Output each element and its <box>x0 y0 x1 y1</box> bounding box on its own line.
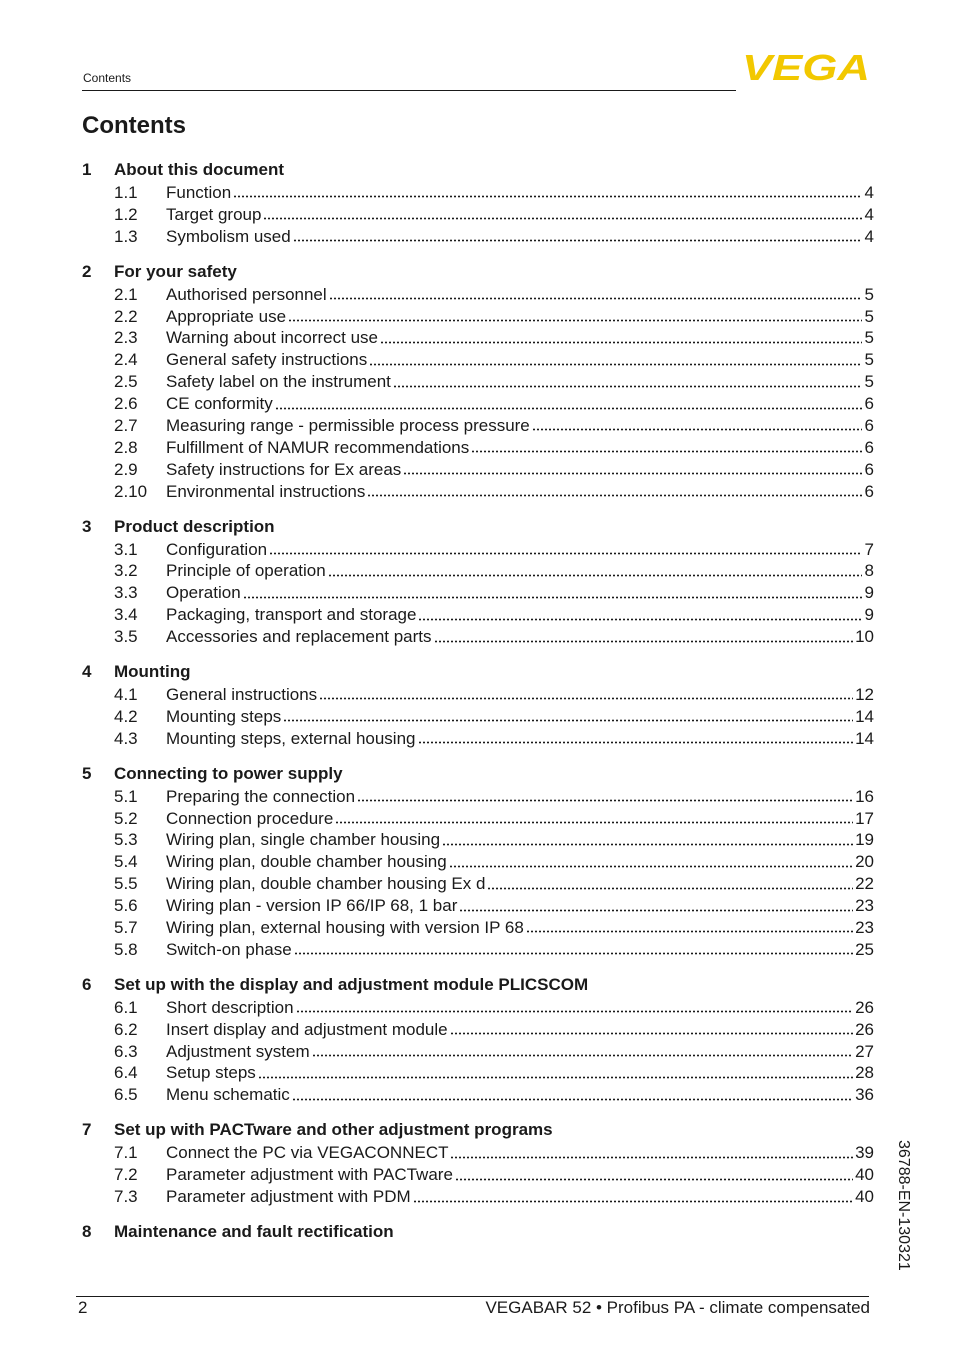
header-rule <box>82 90 736 91</box>
toc-entry[interactable] <box>82 895 874 917</box>
toc-section <box>82 1220 874 1244</box>
toc-entry[interactable] <box>82 873 874 895</box>
entry-page: 36 <box>855 1085 874 1105</box>
toc-section-heading[interactable] <box>82 660 874 684</box>
entry-title: Authorised personnel <box>166 284 327 304</box>
toc-entry[interactable] <box>82 1084 874 1106</box>
toc-entry[interactable] <box>82 437 874 459</box>
toc-entry[interactable] <box>82 1041 874 1063</box>
dot-leader <box>293 239 862 242</box>
toc-entry[interactable] <box>82 851 874 873</box>
dot-leader <box>413 1200 853 1203</box>
entry-title: Configuration <box>166 539 268 559</box>
toc-entry[interactable] <box>82 371 874 393</box>
dot-leader <box>526 930 853 933</box>
entry-title: Menu schematic <box>166 1085 290 1105</box>
entry-page: 5 <box>864 372 874 392</box>
toc-section-heading[interactable] <box>82 762 874 786</box>
entry-number: 4.1 <box>114 684 138 704</box>
entry-page: 39 <box>855 1143 874 1163</box>
entry-page: 6 <box>864 481 874 501</box>
entry-page: 17 <box>855 808 874 828</box>
toc-entry[interactable] <box>82 1019 874 1041</box>
entry-number: 2.4 <box>114 350 138 370</box>
entry-page: 40 <box>855 1187 874 1206</box>
section-number: 1 <box>82 160 92 179</box>
entry-title: Safety instructions for Ex areas <box>166 459 402 479</box>
entry-number: 2.5 <box>114 372 138 392</box>
toc-section-heading[interactable] <box>82 1118 874 1142</box>
section-title: Set up with the display and adjustment module PLICSCOM <box>114 974 589 994</box>
section-title: Mounting <box>114 662 191 682</box>
toc-entry[interactable] <box>82 560 874 582</box>
entry-page: 9 <box>864 583 874 603</box>
entry-page: 5 <box>864 328 874 348</box>
toc-entry[interactable] <box>82 1063 874 1085</box>
dot-leader <box>233 195 862 198</box>
entry-number: 5.3 <box>114 830 138 850</box>
entry-page: 4 <box>864 226 874 246</box>
entry-number: 5.4 <box>114 852 138 872</box>
section-title: Maintenance and fault rectification <box>114 1221 394 1241</box>
entry-number: 6.5 <box>114 1085 138 1105</box>
entry-number: 5.5 <box>114 874 138 894</box>
dot-leader <box>459 909 853 912</box>
entry-number: 4.2 <box>114 706 138 726</box>
entry-number: 2.8 <box>114 437 138 457</box>
entry-page: 27 <box>855 1041 874 1061</box>
entry-title: Accessories and replacement parts <box>166 627 432 647</box>
section-number: 2 <box>82 261 92 281</box>
entry-title: Environmental instructions <box>166 481 366 501</box>
entry-title: Short description <box>166 997 294 1017</box>
page-number: 2 <box>78 1298 88 1317</box>
entry-page: 23 <box>855 896 874 916</box>
dot-leader <box>369 363 862 366</box>
entry-page: 25 <box>855 939 874 959</box>
entry-number: 3.3 <box>114 583 138 603</box>
entry-number: 5.1 <box>114 786 138 806</box>
dot-leader <box>403 472 862 475</box>
table-of-contents <box>82 158 874 1256</box>
dot-leader <box>329 297 862 300</box>
section-title: Product description <box>114 516 275 536</box>
entry-page: 26 <box>855 997 874 1017</box>
footer-rule <box>76 1296 869 1297</box>
toc-section <box>82 158 874 248</box>
toc-entry[interactable] <box>82 284 874 306</box>
dot-leader <box>434 640 854 643</box>
dot-leader <box>471 450 862 453</box>
entry-number: 2.1 <box>114 284 138 304</box>
toc-section <box>82 515 874 648</box>
entry-number: 4.3 <box>114 728 138 748</box>
entry-page: 6 <box>864 437 874 457</box>
dot-leader <box>296 1010 854 1013</box>
entry-title: Adjustment system <box>166 1041 310 1061</box>
entry-number: 5.6 <box>114 896 138 916</box>
dot-leader <box>380 341 862 344</box>
toc-entry[interactable] <box>82 481 874 503</box>
dot-leader <box>269 552 862 555</box>
entry-page: 14 <box>855 728 874 748</box>
toc-section-heading[interactable] <box>82 973 874 997</box>
toc-section <box>82 762 874 961</box>
section-number: 5 <box>82 763 92 783</box>
entry-title: Preparing the connection <box>166 786 356 806</box>
entry-number: 6.3 <box>114 1041 138 1061</box>
entry-page: 28 <box>855 1063 874 1083</box>
toc-entry[interactable] <box>82 604 874 626</box>
entry-title: Wiring plan, single chamber housing <box>166 830 441 850</box>
dot-leader <box>263 217 862 220</box>
page-title: Contents <box>82 112 186 139</box>
entry-title: Parameter adjustment with PACTware <box>166 1165 453 1185</box>
dot-leader <box>294 952 853 955</box>
entry-title: Appropriate use <box>166 306 287 326</box>
entry-page: 23 <box>855 917 874 937</box>
toc-entry[interactable] <box>82 684 874 706</box>
dot-leader <box>367 494 862 497</box>
toc-section <box>82 973 874 1106</box>
dot-leader <box>532 428 862 431</box>
dot-leader <box>449 865 853 868</box>
section-title: Connecting to power supply <box>114 763 343 783</box>
dot-leader <box>393 385 862 388</box>
dot-leader <box>442 843 853 846</box>
entry-page: 26 <box>855 1019 874 1039</box>
toc-entry[interactable] <box>82 626 874 648</box>
entry-number: 7.2 <box>114 1165 138 1185</box>
toc-entry[interactable] <box>82 808 874 830</box>
dot-leader <box>357 799 853 802</box>
entry-number: 3.5 <box>114 627 138 647</box>
toc-entry[interactable] <box>82 393 874 415</box>
entry-page: 4 <box>864 182 874 202</box>
dot-leader <box>312 1054 853 1057</box>
section-title: For your safety <box>114 261 237 281</box>
toc-section <box>82 260 874 503</box>
entry-page: 4 <box>864 204 874 224</box>
entry-number: 7.1 <box>114 1143 138 1163</box>
entry-title: Function <box>166 182 232 202</box>
entry-number: 2.6 <box>114 394 138 414</box>
vega-logo-mark <box>742 52 872 82</box>
dot-leader <box>418 618 862 621</box>
entry-number: 1.2 <box>114 204 138 224</box>
entry-title: Principle of operation <box>166 561 326 581</box>
toc-entry[interactable] <box>82 786 874 808</box>
toc-entry[interactable] <box>82 1164 874 1186</box>
toc-entry[interactable] <box>82 997 874 1019</box>
product-name: VEGABAR 52 • Profibus PA - climate compensated <box>485 1298 870 1317</box>
vega-logo <box>742 52 872 82</box>
entry-title: Wiring plan, double chamber housing <box>166 852 447 872</box>
entry-page: 8 <box>864 561 874 581</box>
toc-entry[interactable] <box>82 204 874 226</box>
toc-entry[interactable] <box>82 459 874 481</box>
toc-entry[interactable] <box>82 939 874 961</box>
toc-entry[interactable] <box>82 226 874 248</box>
entry-page: 5 <box>864 350 874 370</box>
entry-title: Symbolism used <box>166 226 291 246</box>
toc-section <box>82 660 874 750</box>
entry-title: Packaging, transport and storage <box>166 605 417 625</box>
entry-page: 10 <box>855 627 874 647</box>
entry-title: General safety instructions <box>166 350 368 370</box>
svg-text:VEGA: VEGA <box>742 52 870 82</box>
toc-entry[interactable] <box>82 829 874 851</box>
entry-title: Measuring range - permissible process pressure <box>166 415 530 435</box>
entry-page: 40 <box>855 1165 874 1185</box>
entry-number: 1.3 <box>114 226 138 246</box>
entry-number: 6.4 <box>114 1063 138 1083</box>
entry-title: Mounting steps <box>166 706 282 726</box>
toc-entry[interactable] <box>82 706 874 728</box>
dot-leader <box>275 407 862 410</box>
section-number: 3 <box>82 516 92 536</box>
toc-entry[interactable] <box>82 917 874 939</box>
entry-number: 5.2 <box>114 808 138 828</box>
dot-leader <box>243 596 862 599</box>
dot-leader <box>258 1076 853 1079</box>
dot-leader <box>335 821 853 824</box>
entry-page: 22 <box>855 874 874 894</box>
entry-title: Connection procedure <box>166 808 334 828</box>
section-title: Set up with PACTware and other adjustment programs <box>114 1120 553 1140</box>
toc-entry[interactable] <box>82 1142 874 1164</box>
entry-page: 5 <box>864 306 874 326</box>
entry-number: 3.4 <box>114 605 138 625</box>
entry-page: 6 <box>864 459 874 479</box>
entry-title: Warning about incorrect use <box>166 328 378 348</box>
entry-title: Safety label on the instrument <box>166 372 391 392</box>
dot-leader <box>455 1178 853 1181</box>
section-title: About this document <box>114 160 284 179</box>
entry-title: Target group <box>166 204 262 224</box>
dot-leader <box>450 1156 853 1159</box>
entry-title: Setup steps <box>166 1063 256 1083</box>
dot-leader <box>292 1098 853 1101</box>
entry-title: Wiring plan, external housing with version IP 68 <box>166 917 524 937</box>
entry-page: 6 <box>864 394 874 414</box>
dot-leader <box>450 1032 853 1035</box>
entry-page: 14 <box>855 706 874 726</box>
entry-title: Fulfillment of NAMUR recommendations <box>166 437 470 457</box>
entry-number: 5.7 <box>114 917 138 937</box>
toc-section-heading[interactable] <box>82 515 874 539</box>
entry-number: 5.8 <box>114 939 138 959</box>
toc-entry[interactable] <box>82 728 874 750</box>
entry-number: 3.2 <box>114 561 138 581</box>
section-number: 6 <box>82 974 92 994</box>
toc-entry[interactable] <box>82 306 874 328</box>
section-number: 7 <box>82 1120 92 1140</box>
entry-number: 2.7 <box>114 415 138 435</box>
entry-page: 12 <box>855 684 874 704</box>
entry-title: Wiring plan, double chamber housing Ex d <box>166 874 486 894</box>
running-header: Contents <box>83 71 132 85</box>
entry-page: 19 <box>855 830 874 850</box>
toc-section <box>82 1118 874 1208</box>
entry-page: 6 <box>864 415 874 435</box>
entry-page: 5 <box>864 284 874 304</box>
toc-entry[interactable] <box>82 327 874 349</box>
entry-title: General instructions <box>166 684 318 704</box>
dot-leader <box>283 719 853 722</box>
entry-title: CE conformity <box>166 394 273 414</box>
entry-number: 2.2 <box>114 306 138 326</box>
toc-entry[interactable] <box>82 582 874 604</box>
entry-page: 7 <box>864 539 874 559</box>
entry-number: 2.3 <box>114 328 138 348</box>
entry-page: 9 <box>864 605 874 625</box>
entry-title: Parameter adjustment with PDM <box>166 1187 411 1206</box>
entry-number: 3.1 <box>114 539 138 559</box>
section-number: 4 <box>82 662 92 682</box>
toc-section-heading[interactable] <box>82 158 874 182</box>
dot-leader <box>319 697 853 700</box>
toc-entry[interactable] <box>82 182 874 204</box>
entry-number: 1.1 <box>114 182 138 202</box>
entry-page: 16 <box>855 786 874 806</box>
entry-number: 2.9 <box>114 459 138 479</box>
entry-number: 6.2 <box>114 1019 138 1039</box>
toc-section-heading[interactable] <box>82 260 874 284</box>
entry-title: Switch-on phase <box>166 939 292 959</box>
entry-number: 7.3 <box>114 1187 138 1206</box>
entry-title: Connect the PC via VEGACONNECT <box>166 1143 449 1163</box>
dot-leader <box>288 319 862 322</box>
section-number: 8 <box>82 1221 92 1241</box>
entry-title: Operation <box>166 583 241 603</box>
toc-section-heading[interactable] <box>82 1220 874 1244</box>
entry-title: Wiring plan - version IP 66/IP 68, 1 bar <box>166 896 458 916</box>
entry-page: 20 <box>855 852 874 872</box>
dot-leader <box>418 741 854 744</box>
document-code: 36788-EN-130321 <box>895 1140 912 1271</box>
toc-entry[interactable] <box>82 539 874 561</box>
toc-entry[interactable] <box>82 415 874 437</box>
entry-title: Mounting steps, external housing <box>166 728 416 748</box>
entry-number: 6.1 <box>114 997 138 1017</box>
entry-title: Insert display and adjustment module <box>166 1019 448 1039</box>
dot-leader <box>328 574 862 577</box>
toc-entry[interactable] <box>82 349 874 371</box>
entry-number: 2.10 <box>114 481 148 501</box>
dot-leader <box>487 887 853 890</box>
toc-entry[interactable] <box>82 1186 874 1208</box>
